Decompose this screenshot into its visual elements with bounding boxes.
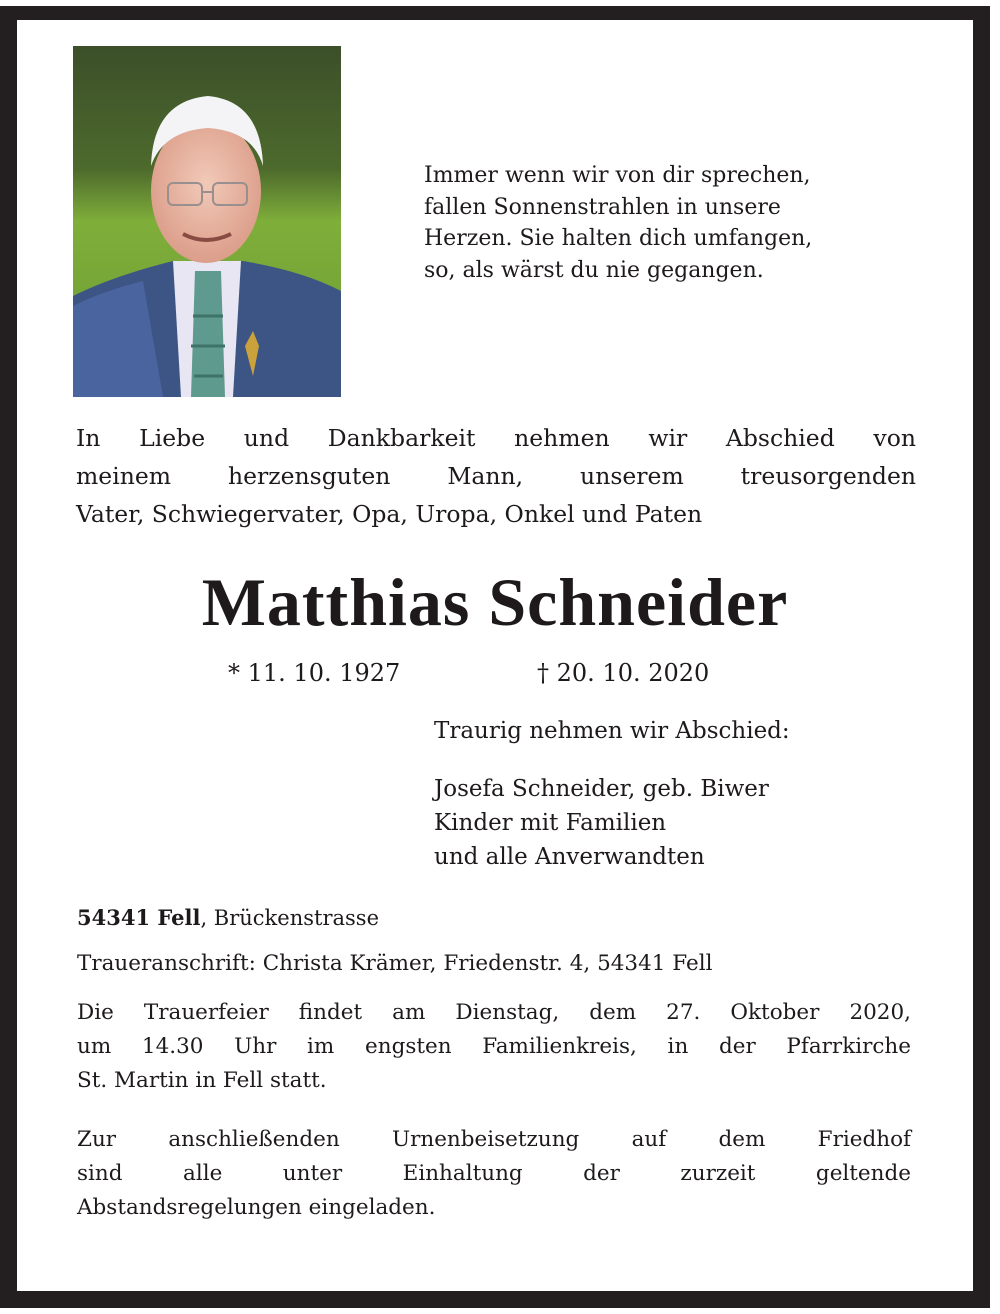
intro-line: meinem herzensguten Mann, unserem treusorgenden (76, 462, 916, 490)
residence-address (77, 902, 379, 934)
poem-line: Immer wenn wir von dir sprechen, (424, 163, 811, 188)
address-street: , Brückenstrasse (200, 906, 379, 930)
mourning-address (77, 947, 911, 981)
intro-line: In Liebe und Dankbarkeit nehmen wir Abschied von (76, 424, 916, 452)
ceremony-details (77, 996, 911, 1098)
poem-line: fallen Sonnenstrahlen in unsere (424, 194, 781, 220)
burial-line: Zur anschließenden Urnenbeisetzung auf dem Friedhof (77, 1127, 911, 1152)
deceased-name: Matthias Schneider (201, 564, 789, 640)
mourner-line: Kinder mit Familien (434, 810, 667, 836)
death-date: † 20. 10. 2020 (537, 659, 710, 687)
ceremony-line: Die Trauerfeier findet am Dienstag, dem 27. Oktober 2020, (77, 1000, 911, 1025)
ceremony-line: St. Martin in Fell statt. (77, 1068, 327, 1093)
intro-line: Vater, Schwiegervater, Opa, Uropa, Onkel und Paten (76, 500, 703, 528)
portrait-photo (73, 46, 341, 397)
birth-date: * 11. 10. 1927 (228, 659, 401, 687)
poem-line: Herzen. Sie halten dich umfangen, (424, 226, 813, 251)
burial-line: sind alle unter Einhaltung der zurzeit geltende (77, 1161, 911, 1186)
mourners-heading: Traurig nehmen wir Abschied: (434, 718, 790, 744)
burial-line: Abstandsregelungen eingeladen. (77, 1195, 436, 1220)
ceremony-line: um 14.30 Uhr im engsten Familienkreis, in der Pfarrkirche (77, 1034, 911, 1059)
mourner-line: und alle Anverwandten (434, 844, 705, 870)
address-town: 54341 Fell (77, 905, 201, 930)
poem-line: so, als wärst du nie gegangen. (424, 257, 764, 283)
burial-details (77, 1123, 911, 1225)
portrait-illustration (73, 46, 341, 397)
mourner-line: Josefa Schneider, geb. Biwer (434, 776, 769, 802)
memorial-poem (424, 160, 924, 286)
mourning-address-line: Traueranschrift: Christa Krämer, Friedenstr. 4, 54341 Fell (77, 951, 713, 976)
farewell-intro (76, 419, 916, 533)
mourners-block (434, 714, 790, 874)
